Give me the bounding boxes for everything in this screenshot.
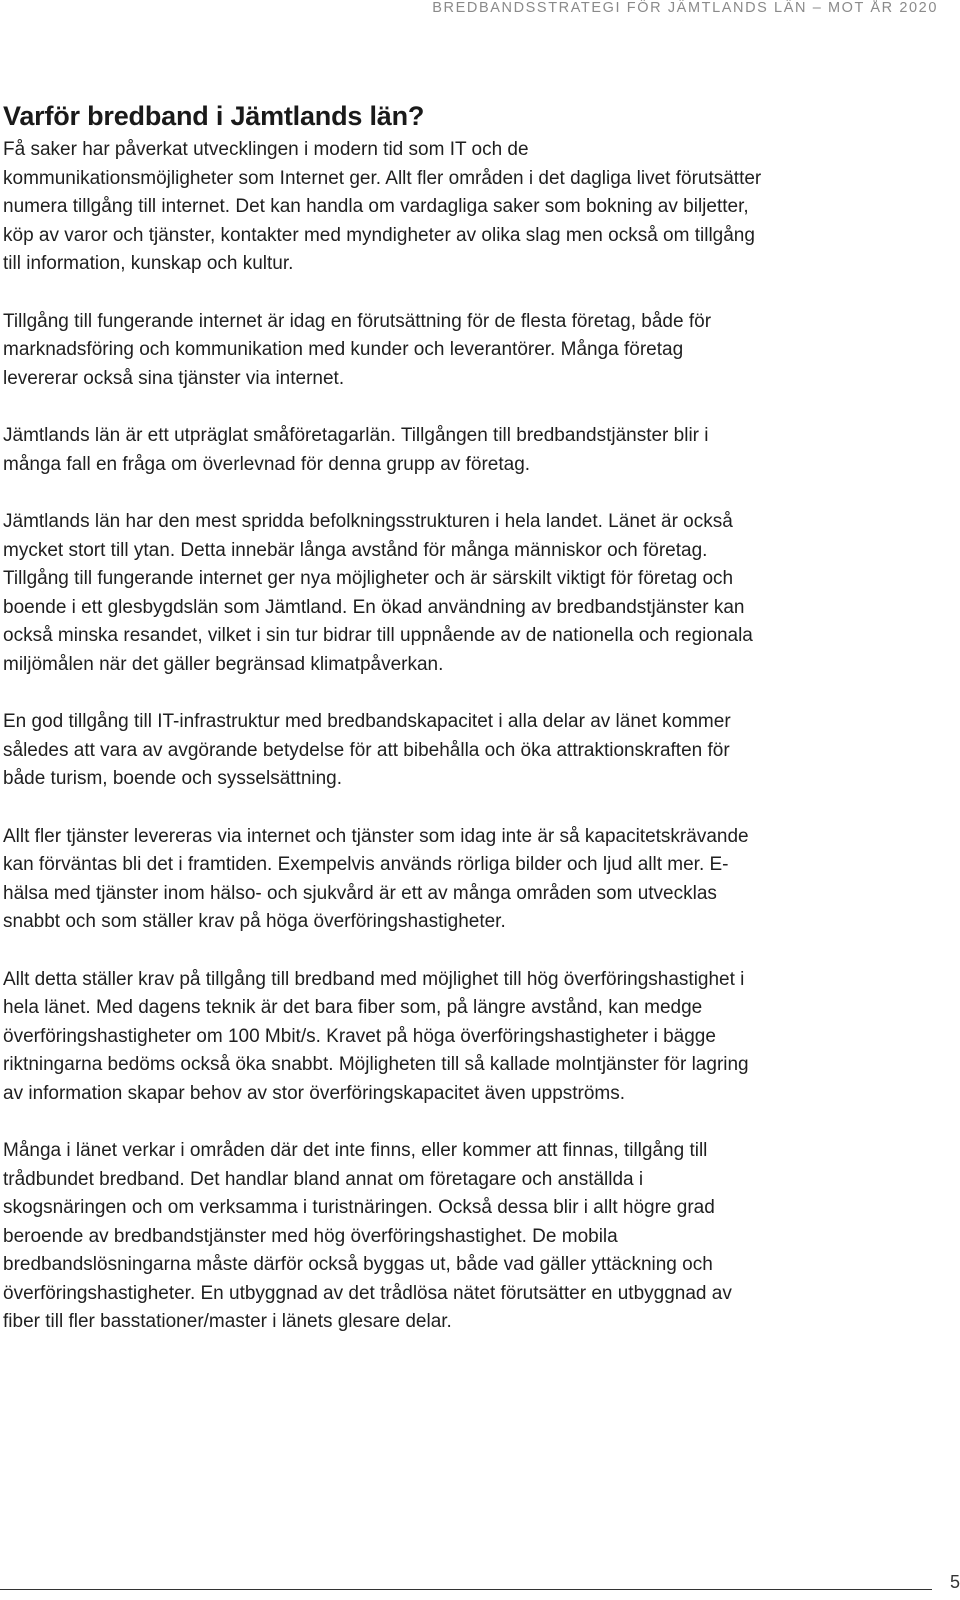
paragraph-5: En god tillgång till IT-infrastruktur med bredbandskapacitet i alla delar av länet kommer således att vara av avgörande betydelse för att bibehålla och öka attraktionskraften för både turism, boende och sysselsättning. bbox=[3, 711, 731, 789]
footer-rule bbox=[0, 1589, 932, 1590]
section-heading: Varför bredband i Jämtlands län? bbox=[3, 101, 425, 131]
paragraph-4: Jämtlands län har den mest spridda befolkningsstrukturen i hela landet. Länet är också mycket stort till ytan. Detta innebär långa avstånd för många människor och företag. Tillgång till fungerande internet ger nya möjligheter och är särskilt viktigt för företag och boende i ett glesbygdslän som Jämtland. En ökad användning av bredbandstjänster kan också minska resandet, vilket i sin tur bidrar till uppnående av de nationella och regionala miljömålen när det gäller begränsad klimatpåverkan. bbox=[3, 511, 753, 675]
paragraph-8: Många i länet verkar i områden där det inte finns, eller kommer att finnas, tillgång till trådbundet bredband. Det handlar bland annat om företagare och anställda i skogsnäringen och om verksamma i turistnäringen. Också dessa blir i allt högre grad beroende av bredbandstjänster med hög överföringshastighet. De mobila bredbandslösningarna måste därför också byggas ut, både vad gäller yttäckning och överföringshastigheter. En utbyggnad av det trådlösa nätet förutsätter en utbyggnad av fiber till fler basstationer/master i länets glesare delar. bbox=[3, 1140, 732, 1332]
paragraph-7: Allt detta ställer krav på tillgång till bredband med möjlighet till hög överföringshastighet i hela länet. Med dagens teknik är det bara fiber som, på längre avstånd, kan medge överföringshastigheter om 100 Mbit/s. Kravet på höga överföringshastigheter i bägge riktningarna bedöms också öka snabbt. Möjligheten till så kallade molntjänster för lagring av information skapar behov av stor överföringskapacitet även uppströms. bbox=[3, 968, 749, 1104]
page-number: 5 bbox=[949, 1572, 960, 1592]
paragraph-6: Allt fler tjänster levereras via internet och tjänster som idag inte är så kapacitetskrävande kan förväntas bli det i framtiden. Exempelvis används rörliga bilder och ljud allt mer. E-hälsa med tjänster inom hälso- och sjukvård är ett av många områden som utvecklas snabbt och som ställer krav på höga överföringshastigheter. bbox=[3, 825, 749, 932]
paragraph-3: Jämtlands län är ett utpräglat småföretagarlän. Tillgången till bredbandstjänster blir i många fall en fråga om överlevnad för denna grupp av företag. bbox=[3, 425, 709, 475]
document-body bbox=[3, 99, 763, 1366]
running-header: BREDBANDSSTRATEGI FÖR JÄMTLANDS LÄN – MOT ÅR 2020 bbox=[432, 0, 938, 16]
paragraph-2: Tillgång till fungerande internet är idag en förutsättning för de flesta företag, både för marknadsföring och kommunikation med kunder och leverantörer. Många företag levererar också sina tjänster via internet. bbox=[3, 310, 712, 389]
paragraph-1: Få saker har påverkat utvecklingen i modern tid som IT och de kommunikationsmöjligheter som Internet ger. Allt fler områden i det dagliga livet förutsätter numera tillgång till internet. Det kan handla om vardagliga saker som bokning av biljetter, köp av varor och tjänster, kontakter med myndigheter av olika slag men också om tillgång till information, kunskap och kultur. bbox=[3, 139, 762, 274]
